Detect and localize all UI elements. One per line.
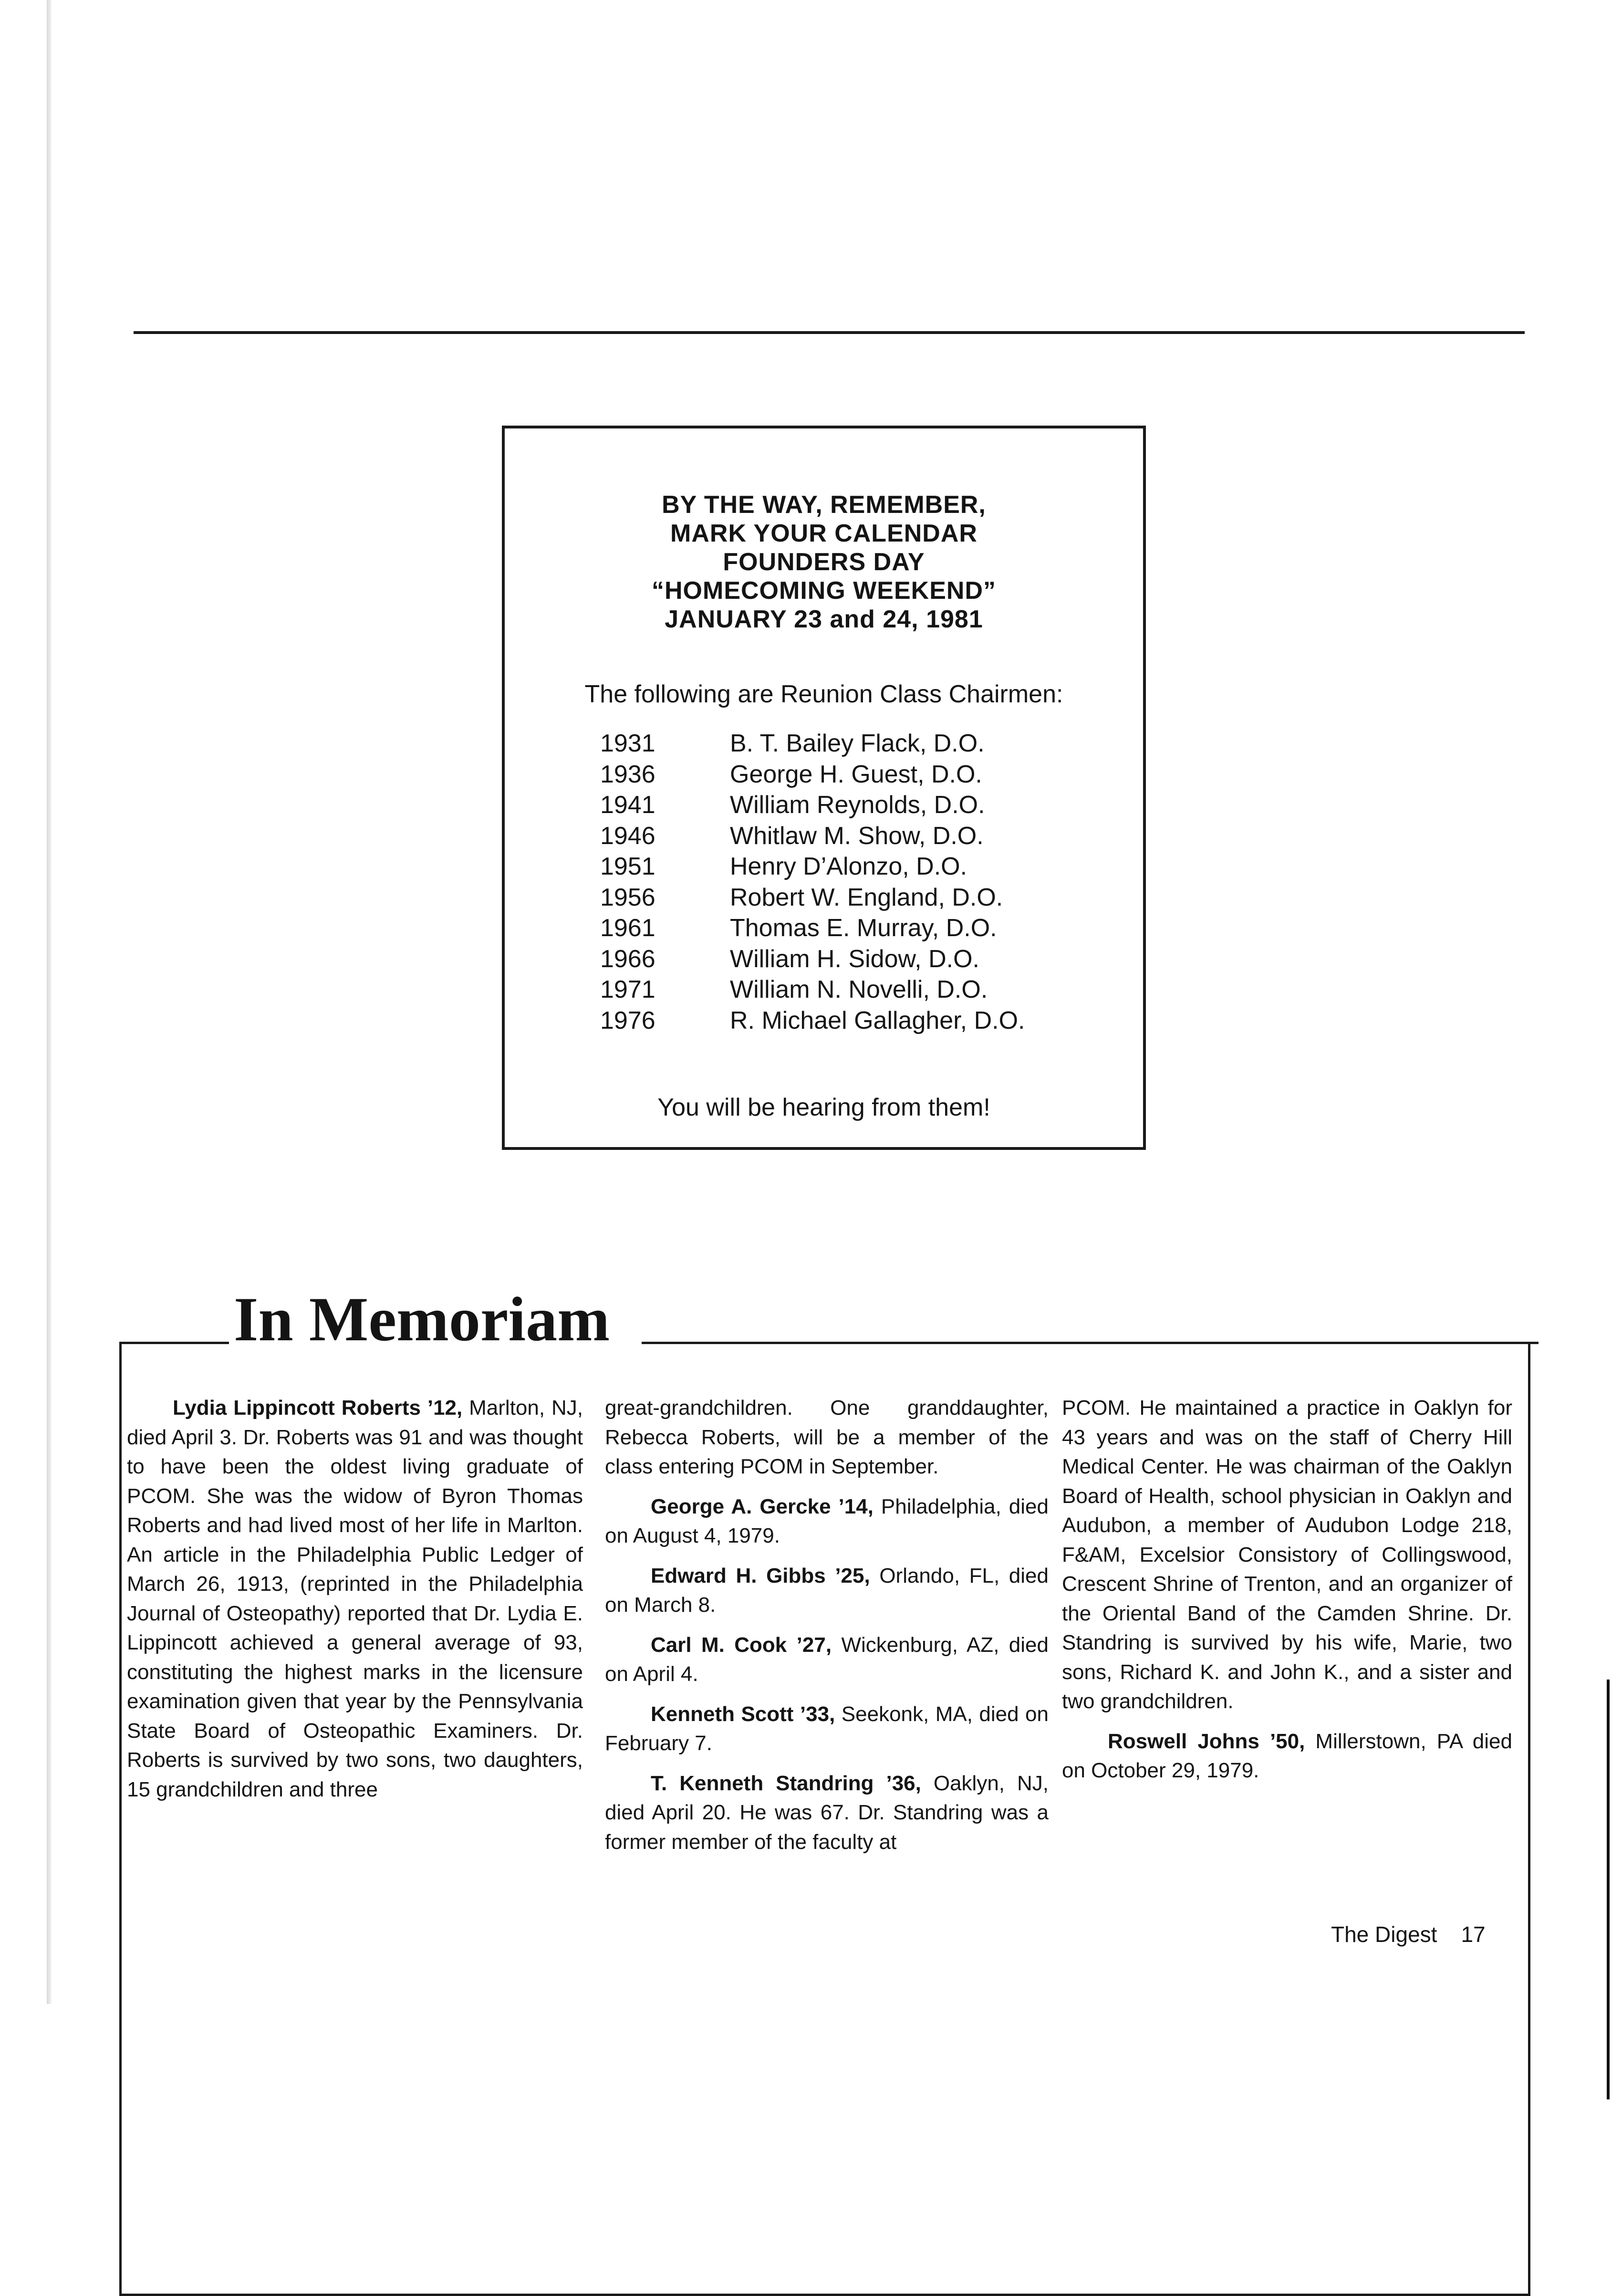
chairmen-list	[600, 728, 1077, 1036]
class-year: 1936	[600, 760, 655, 788]
class-year: 1951	[600, 853, 655, 880]
obituary-text: Millerstown, PA died on October 29, 1979.	[1062, 1729, 1512, 1782]
chairman-name: R. Michael Gallagher, D.O.	[730, 1006, 1025, 1034]
obituary-entry	[605, 1700, 1049, 1758]
obituary-name: Edward H. Gibbs ’25,	[651, 1564, 870, 1587]
chairman-row	[600, 944, 1077, 975]
obituary-continuation: PCOM. He maintained a practice in Oaklyn for 43 years and was on the staff of Cherry Hill Medical Center. He was chairman of the Oaklyn Board of Health, school physician in Oaklyn and Audubon, a member of Audubon Lodge 218, F&AM, Excelsior Consistory of Collingswood, Crescent Shrine of Trenton, and an organizer of the Oriental Band of the Camden Shrine. Dr. Standring is survived by his wife, Marie, two sons, Richard K. and John K., and a sister and two grandchildren.	[1062, 1396, 1512, 1713]
chairman-name: Henry D’Alonzo, D.O.	[730, 853, 967, 880]
chairman-row	[600, 851, 1077, 882]
chairman-name: George H. Guest, D.O.	[730, 760, 982, 788]
memoriam-column-1	[127, 1393, 583, 1804]
obituary-name: Lydia Lippincott Roberts ’12,	[173, 1396, 463, 1419]
class-year: 1956	[600, 883, 655, 911]
obituary-text: Orlando, FL, died on March 8.	[605, 1564, 1049, 1617]
announcement-line: MARK YOUR CALENDAR	[670, 520, 977, 547]
page-number: 17	[1461, 1922, 1486, 1947]
obituary-text: Philadelphia, died on August 4, 1979.	[605, 1494, 1049, 1547]
page-footer	[1331, 1920, 1486, 1949]
class-year: 1931	[600, 730, 655, 757]
class-year: 1941	[600, 791, 655, 819]
chairman-row	[600, 790, 1077, 821]
chairman-name: B. T. Bailey Flack, D.O.	[730, 730, 985, 757]
announcement-heading	[505, 491, 1143, 634]
announcement-line: BY THE WAY, REMEMBER,	[662, 491, 986, 519]
obituary-entry	[605, 1492, 1049, 1551]
class-year: 1971	[600, 976, 655, 1003]
announcement-line: “HOMECOMING WEEKEND”	[652, 577, 996, 605]
title-rule-right	[642, 1342, 1539, 1344]
top-rule	[134, 331, 1525, 334]
class-year: 1966	[600, 945, 655, 973]
obituary-name: Kenneth Scott ’33,	[651, 1702, 835, 1726]
chairman-name: Thomas E. Murray, D.O.	[730, 914, 997, 942]
obituary-entry	[605, 1769, 1049, 1857]
class-year: 1976	[600, 1006, 655, 1034]
memoriam-title: In Memoriam	[234, 1284, 610, 1354]
obituary-entry	[127, 1393, 583, 1804]
obituary-continuation: great-grandchildren. One granddaughter, Rebecca Roberts, will be a member of the class entering PCOM in September.	[605, 1396, 1049, 1478]
chairman-row	[600, 728, 1077, 759]
chairman-row	[600, 913, 1077, 944]
chairman-row	[600, 882, 1077, 913]
obituary-name: Carl M. Cook ’27,	[651, 1633, 832, 1657]
obituary-entry	[605, 1630, 1049, 1689]
chairman-row	[600, 821, 1077, 852]
obituary-entry	[605, 1561, 1049, 1620]
publication-name: The Digest	[1331, 1922, 1437, 1947]
obituary-text: Seekonk, MA, died on February 7.	[605, 1702, 1049, 1755]
class-year: 1946	[600, 822, 655, 850]
closing-line: You will be hearing from them!	[657, 1094, 990, 1121]
announcement-line: FOUNDERS DAY	[723, 548, 925, 576]
chairman-name: Whitlaw M. Show, D.O.	[730, 822, 984, 850]
chairman-row	[600, 1005, 1077, 1036]
obituary-text: Wickenburg, AZ, died on April 4.	[605, 1633, 1049, 1686]
chairman-name: Robert W. England, D.O.	[730, 883, 1003, 911]
memoriam-column-2	[605, 1393, 1049, 1857]
chairmen-intro: The following are Reunion Class Chairmen:	[584, 680, 1063, 708]
chairman-row	[600, 974, 1077, 1005]
memoriam-column-3	[1062, 1393, 1512, 1785]
title-rule-left	[119, 1342, 229, 1344]
class-year: 1961	[600, 914, 655, 942]
obituary-entry	[1062, 1727, 1512, 1785]
obituary-name: Roswell Johns ’50,	[1108, 1729, 1305, 1753]
chairman-name: William N. Novelli, D.O.	[730, 976, 988, 1003]
scan-binding-edge	[47, 0, 52, 2004]
chairman-row	[600, 759, 1077, 790]
obituary-name: George A. Gercke ’14,	[651, 1494, 873, 1518]
obituary-text: Marlton, NJ, died April 3. Dr. Roberts was 91 and was thought to have been the oldest living graduate of PCOM. She was the widow of Byron Thomas Roberts and had lived most of her life in Marlton. An article in the Philadelphia Public Ledger of March 26, 1913, (reprinted in the Philadelphia Journal of Osteopathy) reported that Dr. Lydia E. Lippincott achieved a general average of 93, constituting the highest marks in the licensure examination given that year by the Pennsylvania State Board of Osteopathic Examiners. Dr. Roberts is survived by two sons, two daughters, 15 grandchildren and three	[127, 1396, 583, 1801]
chairman-name: William H. Sidow, D.O.	[730, 945, 979, 973]
obituary-text: Oaklyn, NJ, died April 20. He was 67. Dr. Standring was a former member of the faculty at	[605, 1771, 1049, 1854]
announcement-line: JANUARY 23 and 24, 1981	[665, 605, 983, 633]
chairman-name: William Reynolds, D.O.	[730, 791, 985, 819]
scan-edge-mark	[1607, 1680, 1610, 2099]
obituary-name: T. Kenneth Standring ’36,	[651, 1771, 921, 1795]
reunion-announcement-box	[502, 426, 1146, 1150]
